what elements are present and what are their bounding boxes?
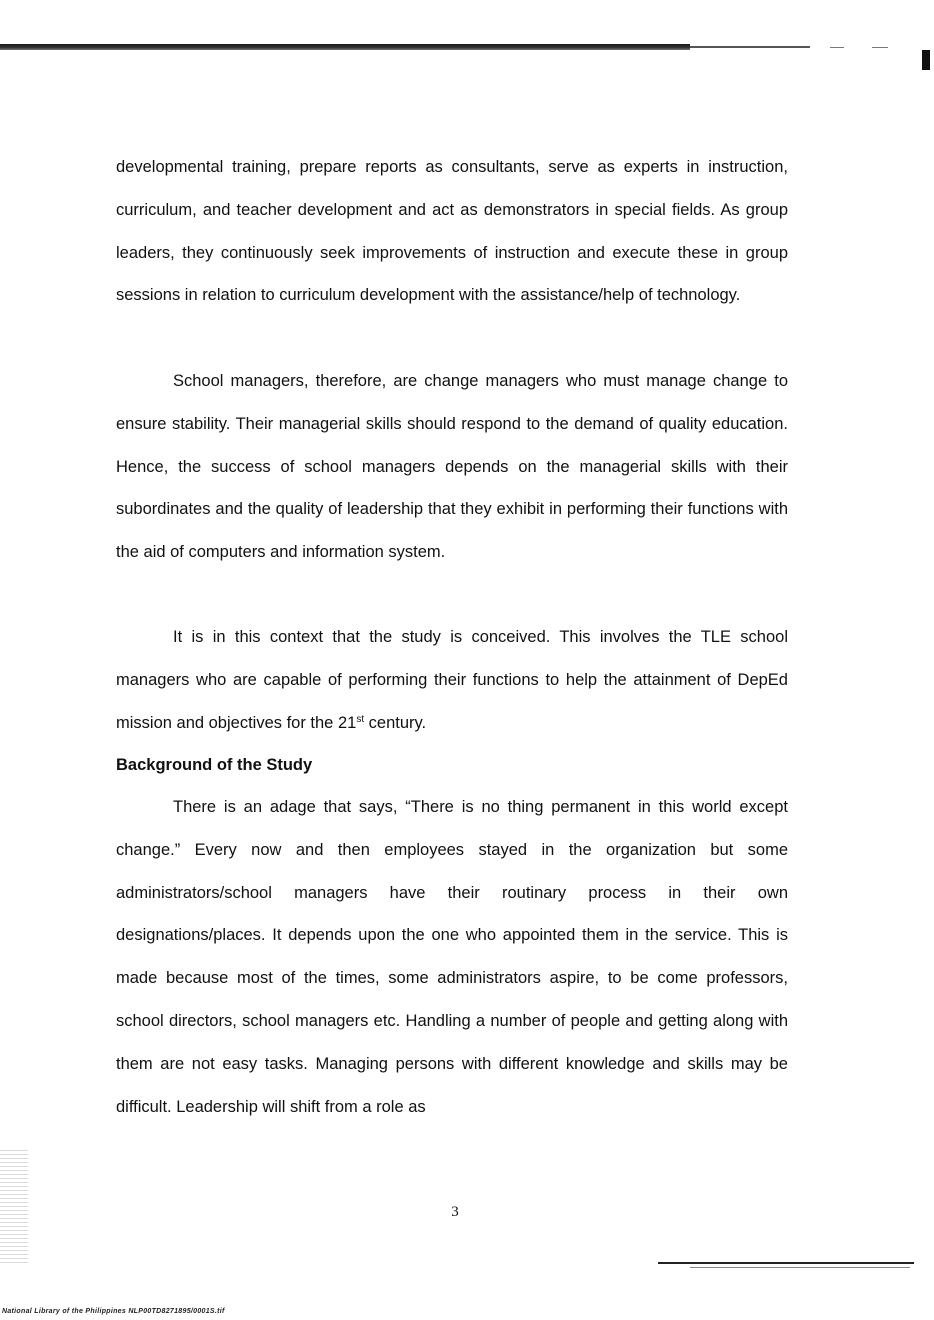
scan-top-dash [830,47,844,48]
paragraph-study-context [116,616,788,744]
scan-edge-mark [922,50,930,70]
scan-top-border-thin [690,46,810,48]
scan-bottom-rule-thin [690,1267,910,1268]
archive-footer-stamp: National Library of the Philippines NLP00TD8271895/0001S.tif [2,1308,225,1315]
scan-edge-noise [0,1150,28,1265]
superscript-ordinal: st [356,713,365,725]
scan-bottom-rule [658,1262,914,1264]
paragraph-text: It is in this context that the study is conceived. This involves the TLE school managers who are capable of performing their functions to help the attainment of DepEd mission and objectives for the 21 [116,628,788,732]
paragraph-text-end: century. [364,713,427,732]
page-number: 3 [451,1204,459,1220]
scan-top-border [0,44,690,50]
paragraph-school-managers: School managers, therefore, are change managers who must manage change to ensure stability. Their managerial skills should respond to the demand of quality education. Hence, the success of school managers depends on the managerial skills with their subordinates and the quality of leadership that they exhibit in performing their functions with the aid of computers and information system. [116,372,788,562]
paragraph-background: There is an adage that says, “There is no thing permanent in this world except change.” Every now and then employees stayed in the organization but some administrators/school managers have their routinary process in their own designations/places. It depends upon the one who appointed them in the service. This is made because most of the times, some administrators aspire, to be come professors, school directors, school managers etc. Handling a number of people and getting along with them are not easy tasks. Managing persons with different knowledge and skills may be difficult. Leadership will shift from a role as [116,798,788,1116]
section-heading: Background of the Study [116,756,313,774]
scan-top-dash [872,47,888,48]
paragraph-continuation: developmental training, prepare reports as consultants, serve as experts in instruction, curriculum, and teacher development and act as demonstrators in special fields. As group leaders, they continuously seek improvements of instruction and execute these in group sessions in relation to curriculum development with the assistance/help of technology. [116,158,788,305]
